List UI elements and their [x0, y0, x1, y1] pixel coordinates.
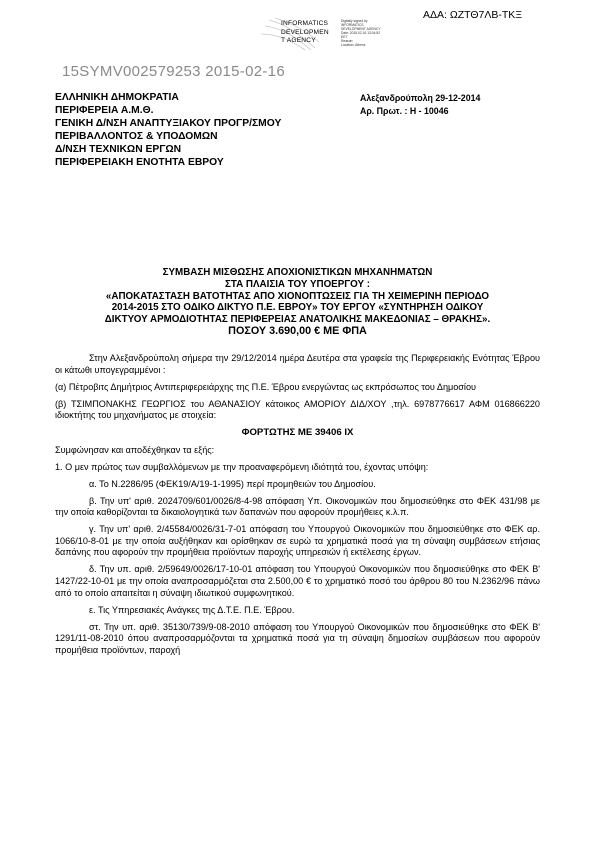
signature-org-line: INFORMATICS: [281, 20, 329, 27]
intro-paragraph: Στην Αλεξανδρούπολη σήμερα την 29/12/2014 ημέρα Δευτέρα στα γραφεία της Περιφερειακής Ενότητας Έβρου οι κάτωθι υπογεγραμμένοι :: [55, 353, 540, 375]
contract-title: [55, 267, 540, 338]
signature-organization: [281, 20, 329, 46]
signature-detail-line: Date: 2015.02.16 13:04:52: [341, 31, 381, 35]
agreement-paragraph: Συμφώνησαν και αποδέχθηκαν τα εξής:: [55, 444, 215, 455]
signature-org-line: DEVELOPMEN: [281, 28, 329, 36]
authority-line: ΓΕΝΙΚΗ Δ/ΝΣΗ ΑΝΑΠΤΥΞΙΑΚΟΥ ΠΡΟΓΡ/ΣΜΟΥ: [55, 117, 282, 129]
title-line: «ΑΠΟΚΑΤΑΣΤΑΣΗ ΒΑΤΟΤΗΤΑΣ ΑΠΟ ΧΙΟΝΟΠΤΩΣΕΙΣ ΓΙΑ ΤΗ ΧΕΙΜΕΡΙΝΗ ΠΕΡΙΟΔΟ: [105, 290, 490, 302]
authority-line: ΠΕΡΙΒΑΛΛΟΝΤΟΣ & ΥΠΟΔΟΜΩΝ: [55, 130, 218, 142]
signature-detail-line: Reason:: [341, 39, 354, 43]
signature-detail-line: INFORMATICS: [341, 23, 364, 27]
party-b-paragraph: (β) ΤΣΙΜΠΟΝΑΚΗΣ ΓΕΩΡΓΙΟΣ του ΑΘΑΝΑΣΙΟΥ κάτοικος ΑΜΟΡΙΟΥ ΔΙΔ/ΧΟΥ ,τηλ. 6978776617 ΑΦΜ 016866220 ιδιοκτήτης του μηχανήματος με στοιχεία:: [55, 398, 540, 421]
contract-body: [55, 353, 540, 662]
title-line: 2014-2015 ΣΤΟ ΟΔΙΚΟ ΔΙΚΤΥΟ Π.Ε. ΕΒΡΟΥ» ΤΟΥ ΕΡΓΟΥ «ΣΥΝΤΗΡΗΣΗ ΟΔΙΚΟΥ: [111, 302, 484, 314]
authority-line: ΕΛΛΗΝΙΚΗ ΔΗΜΟΚΡΑΤΙΑ: [55, 92, 179, 103]
authority-line: Δ/ΝΣΗ ΤΕΧΝΙΚΩΝ ΕΡΓΩΝ: [55, 143, 182, 155]
document-meta: [360, 92, 480, 118]
signature-detail-line: DEVELOPMENT AGENCY: [341, 27, 381, 31]
vehicle-heading: ΦΟΡΤΩΤΗΣ ΜΕ 39406 ΙΧ: [241, 427, 354, 439]
protocol-number: Αρ. Πρωτ. : Η - 10046: [360, 105, 449, 116]
party-a-paragraph: (α) Πέτροβιτς Δημήτριος Αντιπεριφερειάρχης της Π.Ε. Έβρου ενεργώντας ως εκπρόσωπος του Δημοσίου: [55, 381, 476, 392]
signature-details: [341, 19, 381, 47]
signature-detail-line: Digitally signed by: [341, 19, 368, 23]
clause-item-b: β. Την υπ' αριθ. 2024709/601/0026/8-4-98 απόφαση Υπ. Οικονομικών που δημοσιεύθηκε στο ΦΕΚ 431/98 με την οποία καθορίζονται τα δικαιολογητικά των δαπανών που αφορούν προμήθειες κ.λ.π.: [55, 495, 540, 518]
signature-detail-line: EET: [341, 35, 348, 39]
title-line: ΣΤΑ ΠΛΑΙΣΙΑ ΤΟΥ ΥΠΟΕΡΓΟΥ :: [224, 278, 371, 290]
authority-header: [55, 92, 281, 169]
authority-line: ΠΕΡΙΦΕΡΕΙΑΚΗ ΕΝΟΤΗΤΑ ΕΒΡΟΥ: [55, 156, 224, 168]
signature-org-line: T AGENCY: [281, 37, 316, 45]
ada-code: ΑΔΑ: ΩΖΤΘ7ΛΒ-ΤΚΞ: [423, 9, 523, 21]
title-line: ΣΥΜΒΑΣΗ ΜΙΣΘΩΣΗΣ ΑΠΟΧΙΟΝΙΣΤΙΚΩΝ ΜΗΧΑΝΗΜΑΤΩΝ: [162, 267, 433, 278]
contract-amount: ΠΟΣΟΥ 3.690,00 € ΜΕ ΦΠΑ: [228, 324, 367, 337]
clause-item-e: ε. Τις Υπηρεσιακές Ανάγκες της Δ.Τ.Ε. Π.Ε. Έβρου.: [89, 604, 295, 615]
clause-item-d: δ. Την υπ. αριθ. 2/59649/0026/17-10-01 απόφαση του Υπουργού Οικονομικών που δημοσιεύθηκε στο ΦΕΚ Β' 1427/22-10-01 με την οποία αναπροσαρμόζεται στα 2.500,00 € το χρηματικό ποσό του άρθρου 80 του Ν.2362/96 πάνω από το οποίο απαιτείται η σύναψη ιδιωτικού συμφωνητικού.: [55, 564, 540, 598]
clause-item-c: γ. Την υπ' αριθ. 2/45584/0026/31-7-01 απόφαση του Υπουργού Οικονομικών που δημοσιεύθηκε στο ΦΕΚ αρ. 1066/10-8-01 με την οποία αυξήθηκαν και ορίσθηκαν σε ευρώ τα χρηματικά ποσά για τη σύναψη συμβάσεων ετήσιας δαπάνης που αφορούν την προμήθεια προϊόντων παροχής υπηρεσιών ή εκτέλεσης έργων.: [55, 524, 540, 558]
clause-item-a: α. Το Ν.2286/95 (ΦΕΚ19/Α/19-1-1995) περί προμηθειών του Δημοσίου.: [89, 478, 376, 489]
title-line: ΔΙΚΤΥΟΥ ΑΡΜΟΔΙΟΤΗΤΑΣ ΠΕΡΙΦΕΡΕΙΑΣ ΑΝΑΤΟΛΙΚΗΣ ΜΑΚΕΔΟΝΙΑΣ – ΘΡΑΚΗΣ».: [104, 314, 491, 326]
clause-1-paragraph: 1. Ο μεν πρώτος των συμβαλλόμενων με την προαναφερόμενη ιδιότητά του, έχοντας υπόψη:: [55, 461, 429, 472]
registry-stamp: 15SYMV002579253 2015-02-16: [62, 63, 285, 80]
signature-detail-line: Location: Athens: [341, 43, 366, 47]
place-date: Αλεξανδρούπολη 29-12-2014: [360, 93, 481, 103]
clause-item-st: στ. Την υπ. αριθ. 35130/739/9-08-2010 απόφαση του Υπουργού Οικονομικών που δημοσιεύθηκε στο ΦΕΚ Β' 1291/11-08-2010 όπου αναπροσαρμόζονται τα χρηματικά ποσά για τη σύναψη δημοσίων συμβάσεων που αφορούν προμήθεια προϊόντων, παροχή: [55, 621, 540, 655]
authority-line: ΠΕΡΙΦΕΡΕΙΑ Α.Μ.Θ.: [55, 104, 154, 116]
